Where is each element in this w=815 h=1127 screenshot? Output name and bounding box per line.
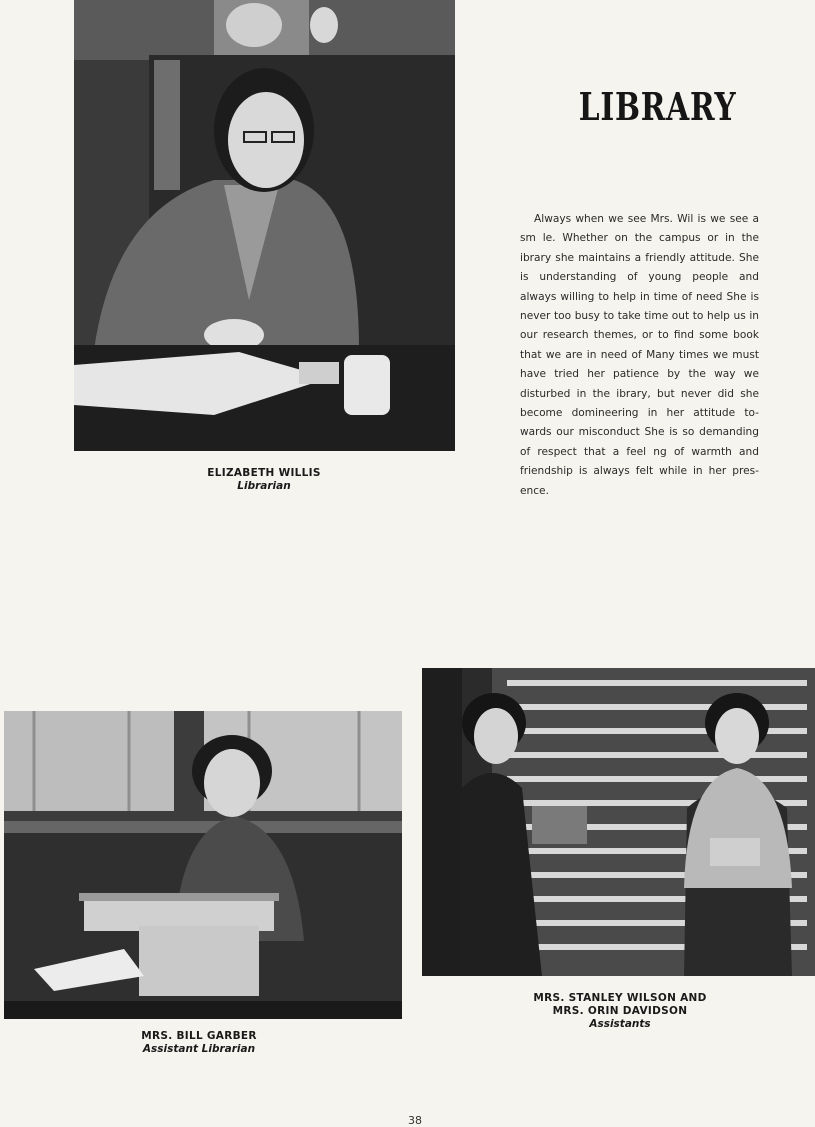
assistant-librarian-caption bbox=[94, 1030, 304, 1056]
page-number: 38 bbox=[408, 1114, 422, 1127]
librarian-role: Librarian bbox=[237, 480, 291, 492]
article-text: Always when we see Mrs. Wil is we see a sm le. Whether on the campus or in the ibrary she maintains a friendly attitude. She is understanding of young people and always willing to help in time of need She is never too busy to take time out to help us in our research themes, or to find some book that we are in need of Many times we must have tried her patience by the way we disturbed in the ibrary, but never did she become domineering in her attitude to- wards our misconduct She is so demanding of respect that a feel ng of warmth and friendship is always felt while in her pres- ence. bbox=[520, 213, 759, 497]
assistants-caption bbox=[500, 992, 740, 1031]
page-title: LIBRARY bbox=[578, 84, 737, 129]
assistant-librarian-role: Assistant Librarian bbox=[142, 1043, 256, 1055]
assistants-name-line2: MRS. ORIN DAVIDSON bbox=[552, 1005, 688, 1017]
assistant-librarian-photo-image bbox=[4, 711, 402, 1019]
librarian-name: ELIZABETH WILLIS bbox=[207, 467, 321, 479]
assistants-photo bbox=[422, 668, 815, 976]
assistant-librarian-photo bbox=[4, 711, 402, 1019]
assistants-role: Assistants bbox=[589, 1018, 651, 1030]
assistants-photo-image bbox=[422, 668, 815, 976]
assistant-librarian-name: MRS. BILL GARBER bbox=[141, 1030, 257, 1042]
librarian-photo-image bbox=[74, 0, 455, 451]
librarian-caption bbox=[164, 467, 364, 493]
librarian-photo bbox=[74, 0, 455, 451]
assistants-name-line1: MRS. STANLEY WILSON AND bbox=[533, 992, 707, 1004]
